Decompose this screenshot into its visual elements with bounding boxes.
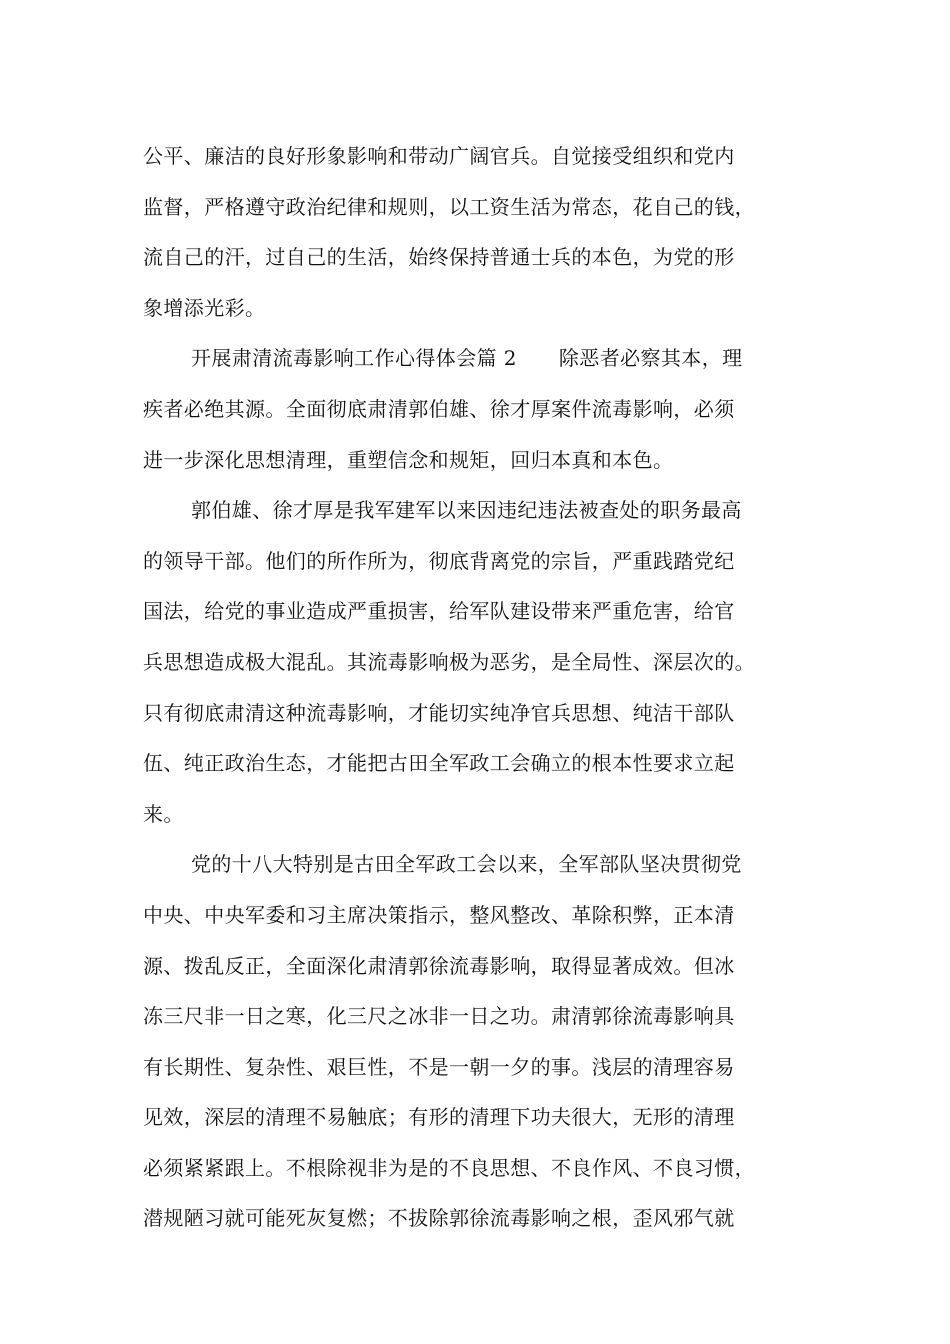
section-title: 开展肃清流毒影响工作心得体会篇 2 <box>191 346 517 371</box>
paragraph-line: 只有彻底肃清这种流毒影响，才能切实纯净官兵思想、纯洁干部队 <box>143 700 735 725</box>
paragraph-4 <box>143 839 813 1244</box>
paragraph-line: 中央、中央军委和习主席决策指示，整风整改、革除积弊，正本清 <box>143 902 735 927</box>
paragraph-line: 来。 <box>143 801 184 826</box>
paragraph-line: 的领导干部。他们的所作所为，彻底背离党的宗旨，严重践踏党纪 <box>143 548 735 573</box>
paragraph-line: 见效，深层的清理不易触底；有形的清理下功夫很大，无形的清理 <box>143 1105 735 1130</box>
paragraph-line: 公平、廉洁的良好形象影响和带动广阔官兵。自觉接受组织和党内 <box>143 144 735 168</box>
paragraph-1 <box>143 131 813 333</box>
paragraph-line: 兵思想造成极大混乱。其流毒影响极为恶劣，是全局性、深层次的。 <box>143 649 755 674</box>
paragraph-line: 象增添光彩。 <box>143 295 266 320</box>
paragraph-line: 监督，严格遵守政治纪律和规则，以工资生活为常态，花自己的钱， <box>143 194 755 219</box>
paragraph-line: 伍、纯正政治生态，才能把古田全军政工会确立的根本性要求立起 <box>143 751 735 776</box>
paragraph-text: 除恶者必察其本，理 <box>558 346 743 371</box>
paragraph-3 <box>143 485 813 839</box>
paragraph-line: 潜规陋习就可能死灰复燃；不拔除郭徐流毒影响之根，歪风邪气就 <box>143 1206 735 1231</box>
paragraph-line: 流自己的汗，过自己的生活，始终保持普通士兵的本色，为党的形 <box>143 245 735 270</box>
paragraph-line: 冻三尺非一日之寒，化三尺之冰非一日之功。肃清郭徐流毒影响具 <box>143 1004 735 1029</box>
paragraph-line: 进一步深化思想清理，重塑信念和规矩，回归本真和本色。 <box>143 447 674 472</box>
paragraph-2 <box>143 333 813 485</box>
paragraph-line: 源、拨乱反正，全面深化肃清郭徐流毒影响，取得显著成效。但冰 <box>143 953 735 978</box>
paragraph-line: 疾者必绝其源。全面彻底肃清郭伯雄、徐才厚案件流毒影响，必须 <box>143 396 735 421</box>
paragraph-line <box>143 333 813 384</box>
paragraph-line: 有长期性、复杂性、艰巨性，不是一朝一夕的事。浅层的清理容易 <box>143 1054 735 1079</box>
paragraph-line: 党的十八大特别是古田全军政工会以来，全军部队坚决贯彻党 <box>191 852 742 877</box>
paragraph-line: 郭伯雄、徐才厚是我军建军以来因违纪违法被查处的职务最高 <box>191 498 742 523</box>
paragraph-line: 国法，给党的事业造成严重损害，给军队建设带来严重危害，给官 <box>143 599 735 624</box>
paragraph-line: 必须紧紧跟上。不根除视非为是的不良思想、不良作风、不良习惯， <box>143 1155 755 1180</box>
document-body <box>143 131 813 1244</box>
